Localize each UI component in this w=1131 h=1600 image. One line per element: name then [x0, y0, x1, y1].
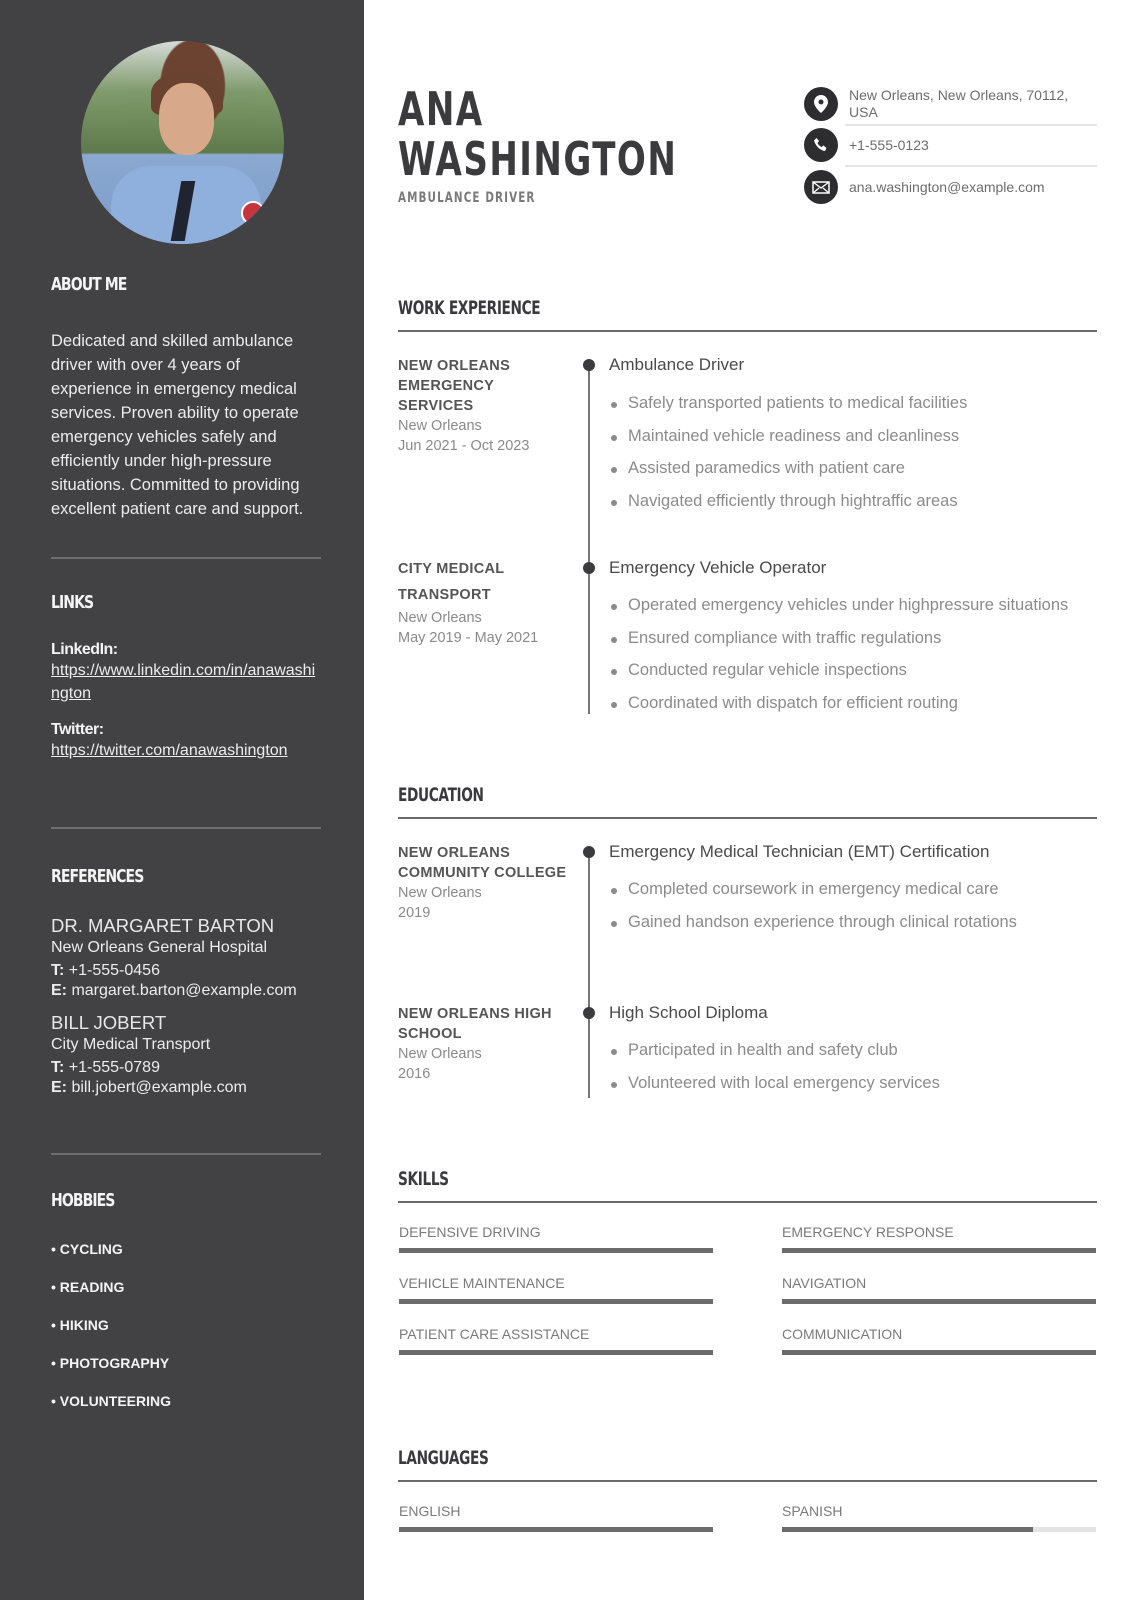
hobbies-list: [51, 1241, 321, 1431]
bullet-item: Maintained vehicle readiness and cleanliness: [609, 427, 967, 460]
contact-email: [804, 170, 1096, 204]
role-title: High School Diploma: [609, 1003, 768, 1022]
references-title: REFERENCES: [51, 866, 144, 887]
languages-title: LANGUAGES: [398, 1447, 489, 1469]
sidebar: [0, 0, 364, 1600]
hobby-item: • READING: [51, 1279, 125, 1295]
role-bullets: [609, 394, 967, 524]
org-location: New Orleans: [398, 1046, 482, 1062]
org-dates: Jun 2021 - Oct 2023: [398, 438, 530, 454]
edu-org: [398, 1004, 568, 1084]
photo-patch: [241, 201, 265, 225]
first-name: ANA: [398, 82, 484, 136]
divider: [845, 165, 1097, 167]
skill-name: PATIENT CARE ASSISTANCE: [399, 1326, 590, 1342]
about-title: ABOUT ME: [51, 274, 127, 295]
section-rule: [398, 330, 1097, 332]
skill-item: [399, 1224, 713, 1253]
reference-org: City Medical Transport: [51, 1036, 211, 1053]
work-org: [398, 556, 568, 648]
timeline-line: [588, 851, 590, 1098]
org-name: NEW ORLEANS COMMUNITY COLLEGE: [398, 845, 567, 881]
skill-name: EMERGENCY RESPONSE: [782, 1224, 954, 1240]
location-pin-icon: [804, 87, 838, 121]
bullet-item: Assisted paramedics with patient care: [609, 459, 967, 492]
divider: [51, 557, 321, 559]
role-title: Ambulance Driver: [609, 355, 745, 374]
reference-phone: [51, 1059, 321, 1077]
role-bullets: [609, 596, 1068, 726]
bullet-item: Participated in health and safety club: [609, 1041, 940, 1074]
reference-item: [51, 1012, 321, 1097]
link-linkedin: [51, 641, 321, 705]
role-title: Emergency Vehicle Operator: [609, 558, 827, 577]
org-location: New Orleans: [398, 885, 482, 901]
hobbies-title: HOBBIES: [51, 1190, 115, 1211]
skill-item: [399, 1326, 713, 1355]
edu-org: [398, 843, 568, 923]
bullet-item: Conducted regular vehicle inspections: [609, 661, 1068, 694]
about-text: Dedicated and skilled ambulance driver with over 4 years of experience in emergency medical services. Proven ability to operate emergency vehicles safely and efficiently under high-pressure situations. Committed to providing excellent patient care and support.: [51, 332, 304, 518]
skill-bar: [399, 1248, 713, 1253]
bullet-item: Completed coursework in emergency medical care: [609, 880, 1017, 913]
reference-name: BILL JOBERT: [51, 1012, 167, 1033]
bullet-item: Coordinated with dispatch for efficient routing: [609, 694, 1068, 727]
reference-email: [51, 982, 321, 1000]
role-title: Emergency Medical Technician (EMT) Certification: [609, 842, 990, 861]
bullet-item: Gained handson experience through clinical rotations: [609, 913, 1017, 946]
email-value: bill.jobert@example.com: [71, 1079, 247, 1096]
education-title: EDUCATION: [398, 784, 484, 806]
org-name: CITY MEDICAL TRANSPORT: [398, 561, 505, 603]
skill-bar: [782, 1299, 1096, 1304]
last-name: WASHINGTON: [398, 132, 678, 186]
org-dates: May 2019 - May 2021: [398, 630, 539, 646]
skill-item: [782, 1326, 1096, 1355]
references-section: [51, 866, 321, 1097]
reference-name: DR. MARGARET BARTON: [51, 915, 275, 936]
language-name: ENGLISH: [399, 1503, 461, 1519]
reference-item: [51, 915, 321, 1000]
skill-name: NAVIGATION: [782, 1275, 867, 1291]
hobbies-section: [51, 1190, 321, 1431]
timeline-dot: [583, 562, 595, 574]
language-name: SPANISH: [782, 1503, 843, 1519]
skill-bar: [399, 1299, 713, 1304]
role-bullets: [609, 1041, 940, 1106]
links-section: [51, 592, 321, 762]
email-text: ana.washington@example.com: [849, 178, 1045, 195]
linkedin-link[interactable]: https://www.linkedin.com/in/anawashington: [51, 662, 316, 702]
timeline-dot: [583, 846, 595, 858]
timeline-dot: [583, 359, 595, 371]
phone-icon: [804, 128, 838, 162]
language-item: [399, 1503, 713, 1532]
link-twitter: [51, 721, 321, 762]
skill-bar: [399, 1350, 713, 1355]
profile-photo: [81, 41, 284, 244]
section-rule: [398, 817, 1097, 819]
org-name: NEW ORLEANS HIGH SCHOOL: [398, 1006, 552, 1042]
hobby-item: • CYCLING: [51, 1241, 123, 1257]
skill-bar-fill: [399, 1248, 713, 1253]
contact-address: [804, 87, 1096, 121]
twitter-link[interactable]: https://twitter.com/anawashington: [51, 742, 288, 759]
skill-bar-fill: [399, 1350, 713, 1355]
phone-label: T:: [51, 1059, 65, 1076]
bullet-item: Volunteered with local emergency services: [609, 1074, 940, 1107]
divider: [51, 827, 321, 829]
skill-bar-fill: [782, 1248, 1096, 1253]
skill-bar-fill: [782, 1299, 1096, 1304]
reference-email: [51, 1079, 321, 1097]
phone-value: +1-555-0789: [68, 1059, 160, 1076]
bullet-item: Safely transported patients to medical facilities: [609, 394, 967, 427]
language-item: [782, 1503, 1096, 1532]
reference-org: New Orleans General Hospital: [51, 939, 268, 956]
link-label: Twitter:: [51, 721, 104, 738]
language-bar-fill: [399, 1527, 713, 1532]
skill-item: [782, 1224, 1096, 1253]
email-label: E:: [51, 1079, 67, 1096]
skill-bar: [782, 1350, 1096, 1355]
org-dates: 2019: [398, 905, 431, 921]
org-location: New Orleans: [398, 610, 482, 626]
contact-phone: [804, 128, 1096, 162]
skill-item: [782, 1275, 1096, 1304]
section-rule: [398, 1480, 1097, 1482]
links-title: LINKS: [51, 592, 94, 613]
bullet-item: Navigated efficiently through hightraffic areas: [609, 492, 967, 525]
work-org: [398, 356, 568, 456]
language-bar: [782, 1527, 1096, 1532]
org-location: New Orleans: [398, 418, 482, 434]
skill-name: VEHICLE MAINTENANCE: [399, 1275, 565, 1291]
envelope-icon: [804, 170, 838, 204]
timeline-dot: [583, 1007, 595, 1019]
language-bar-fill: [782, 1527, 1033, 1532]
divider: [51, 1153, 321, 1155]
phone-value: +1-555-0456: [68, 962, 160, 979]
timeline-line: [588, 364, 590, 714]
skill-bar-fill: [782, 1350, 1096, 1355]
hobby-item: • VOLUNTEERING: [51, 1393, 172, 1409]
divider: [845, 124, 1097, 126]
link-label: LinkedIn:: [51, 641, 118, 658]
bullet-item: Ensured compliance with traffic regulations: [609, 629, 1068, 662]
phone-label: T:: [51, 962, 65, 979]
about-section: [51, 274, 321, 521]
hobby-item: • PHOTOGRAPHY: [51, 1355, 170, 1371]
role-bullets: [609, 880, 1017, 945]
phone-text: +1-555-0123: [849, 136, 929, 153]
work-title: WORK EXPERIENCE: [398, 297, 541, 319]
reference-phone: [51, 962, 321, 980]
address-text: New Orleans, New Orleans, 70112, USA: [849, 87, 1069, 120]
org-name: NEW ORLEANS EMERGENCY SERVICES: [398, 358, 511, 414]
language-bar: [399, 1527, 713, 1532]
job-title: AMBULANCE DRIVER: [398, 190, 536, 206]
section-rule: [398, 1201, 1097, 1203]
bullet-item: Operated emergency vehicles under highpressure situations: [609, 596, 1068, 629]
skill-name: DEFENSIVE DRIVING: [399, 1224, 541, 1240]
skills-title: SKILLS: [398, 1168, 449, 1190]
email-value: margaret.barton@example.com: [71, 982, 297, 999]
candidate-name: [398, 84, 677, 184]
hobby-item: • HIKING: [51, 1317, 109, 1333]
skill-bar: [782, 1248, 1096, 1253]
skill-bar-fill: [399, 1299, 713, 1304]
email-label: E:: [51, 982, 67, 999]
org-dates: 2016: [398, 1066, 431, 1082]
photo-face: [159, 83, 214, 155]
skill-name: COMMUNICATION: [782, 1326, 903, 1342]
skill-item: [399, 1275, 713, 1304]
